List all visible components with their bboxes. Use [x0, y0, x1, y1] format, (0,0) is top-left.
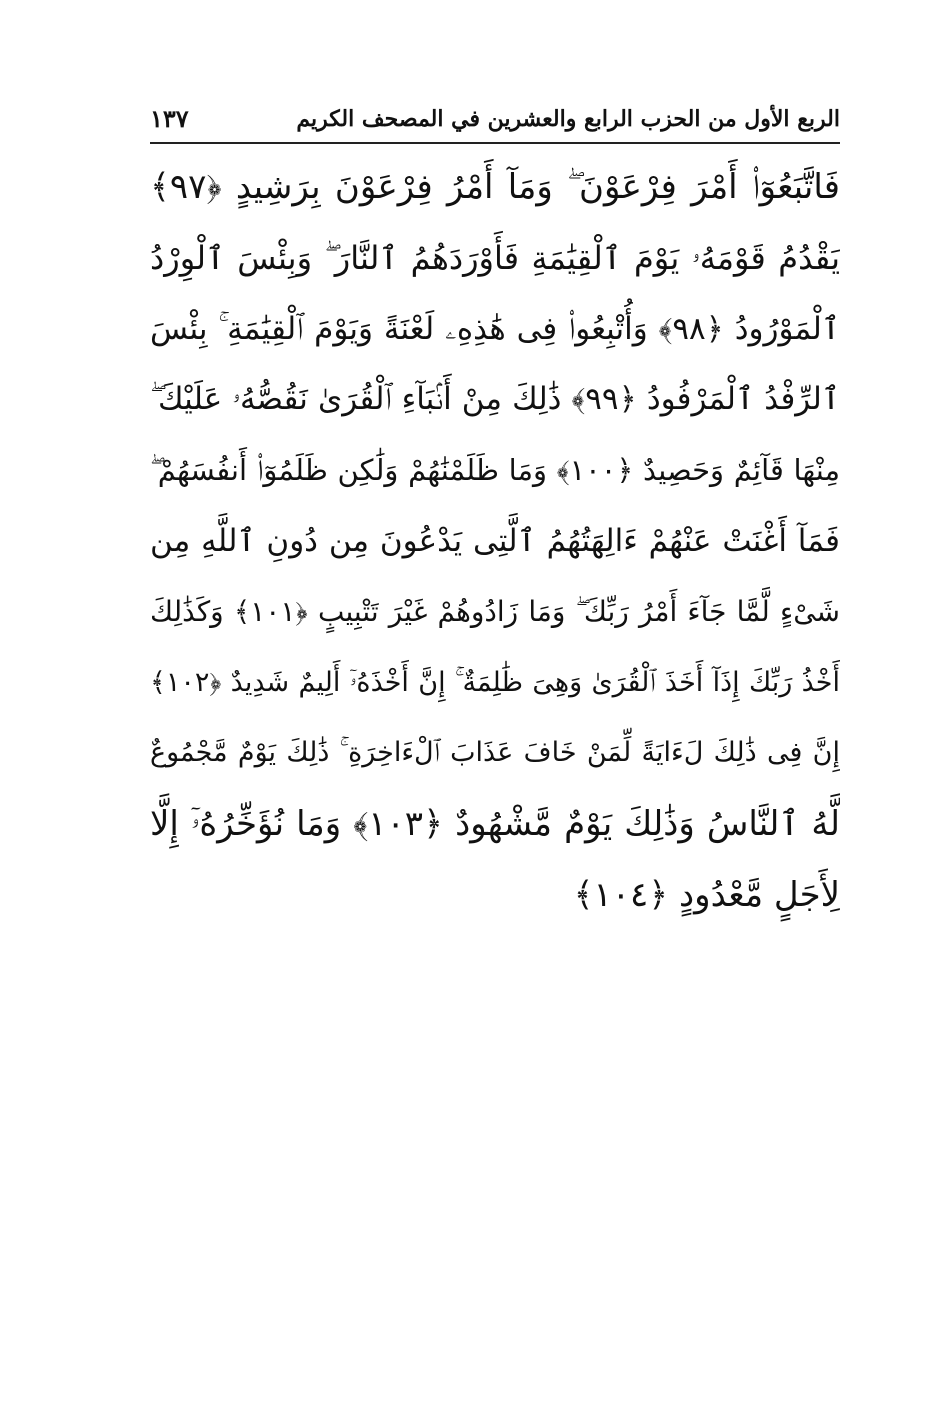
text-line: إِنَّ فِى ذَٰلِكَ لَءَايَةً لِّمَنْ خَافَ عَذَابَ ٱلْءَاخِرَةِ ۚ ذَٰلِكَ يَوْمٌ مَّجْمُوعٌ [150, 737, 840, 769]
page-number: ١٣٧ [150, 104, 189, 133]
text-line: ٱلْمَوْرُودُ ﴿٩٨﴾ وَأُتْبِعُوا۟ فِى هَٰذِهِۦ لَعْنَةً وَيَوْمَ ٱلْقِيَٰمَةِ ۚ بِئْسَ [150, 310, 840, 347]
text-line: مِنْهَا قَآئِمٌ وَحَصِيدٌ ﴿١٠٠﴾ وَمَا ظَلَمْنَٰهُمْ وَلَٰكِن ظَلَمُوٓا۟ أَنفُسَهُمْ ۖ [150, 453, 840, 488]
header-divider [150, 142, 840, 144]
text-line: فَمَآ أَغْنَتْ عَنْهُمْ ءَالِهَتُهُمُ ٱلَّتِى يَدْعُونَ مِن دُونِ ٱللَّهِ مِن [150, 522, 840, 559]
page-header [150, 100, 840, 144]
text-line: فَاتَّبَعُوٓا۟ أَمْرَ فِرْعَوْنَ ۖ وَمَآ أَمْرُ فِرْعَوْنَ بِرَشِيدٍ ﴿٩٧﴾ [150, 167, 840, 207]
quran-text-block [150, 152, 840, 931]
text-line: أَخْذُ رَبِّكَ إِذَآ أَخَذَ ٱلْقُرَىٰ وَهِىَ ظَٰلِمَةٌ ۚ إِنَّ أَخْذَهُۥٓ أَلِيمٌ شَدِيدٌ ﴿١٠٢﴾ [150, 666, 840, 698]
text-line: لَّهُ ٱلنَّاسُ وَذَٰلِكَ يَوْمٌ مَّشْهُودٌ ﴿١٠٣﴾ وَمَا نُؤَخِّرُهُۥٓ إِلَّا [150, 804, 840, 845]
text-line: شَىْءٍ لَّمَّا جَآءَ أَمْرُ رَبِّكَ ۖ وَمَا زَادُوهُمْ غَيْرَ تَتْبِيبٍ ﴿١٠١﴾ وَكَذَٰلِكَ [150, 594, 840, 628]
text-line-final: لِأَجَلٍ مَّعْدُودٍ ﴿١٠٤﴾ [573, 874, 840, 915]
text-line: يَقْدُمُ قَوْمَهُۥ يَوْمَ ٱلْقِيَٰمَةِ فَأَوْرَدَهُمُ ٱلنَّارَ ۖ وَبِئْسَ ٱلْوِرْدُ [150, 238, 840, 277]
section-title: الربع الأول من الحزب الرابع والعشرين في المصحف الكريم [296, 106, 840, 132]
text-line: ٱلرِّفْدُ ٱلْمَرْفُودُ ﴿٩٩﴾ ذَٰلِكَ مِنْ أَنۢبَآءِ ٱلْقُرَىٰ نَقُصُّهُۥ عَلَيْكَ ۖ [150, 381, 840, 418]
